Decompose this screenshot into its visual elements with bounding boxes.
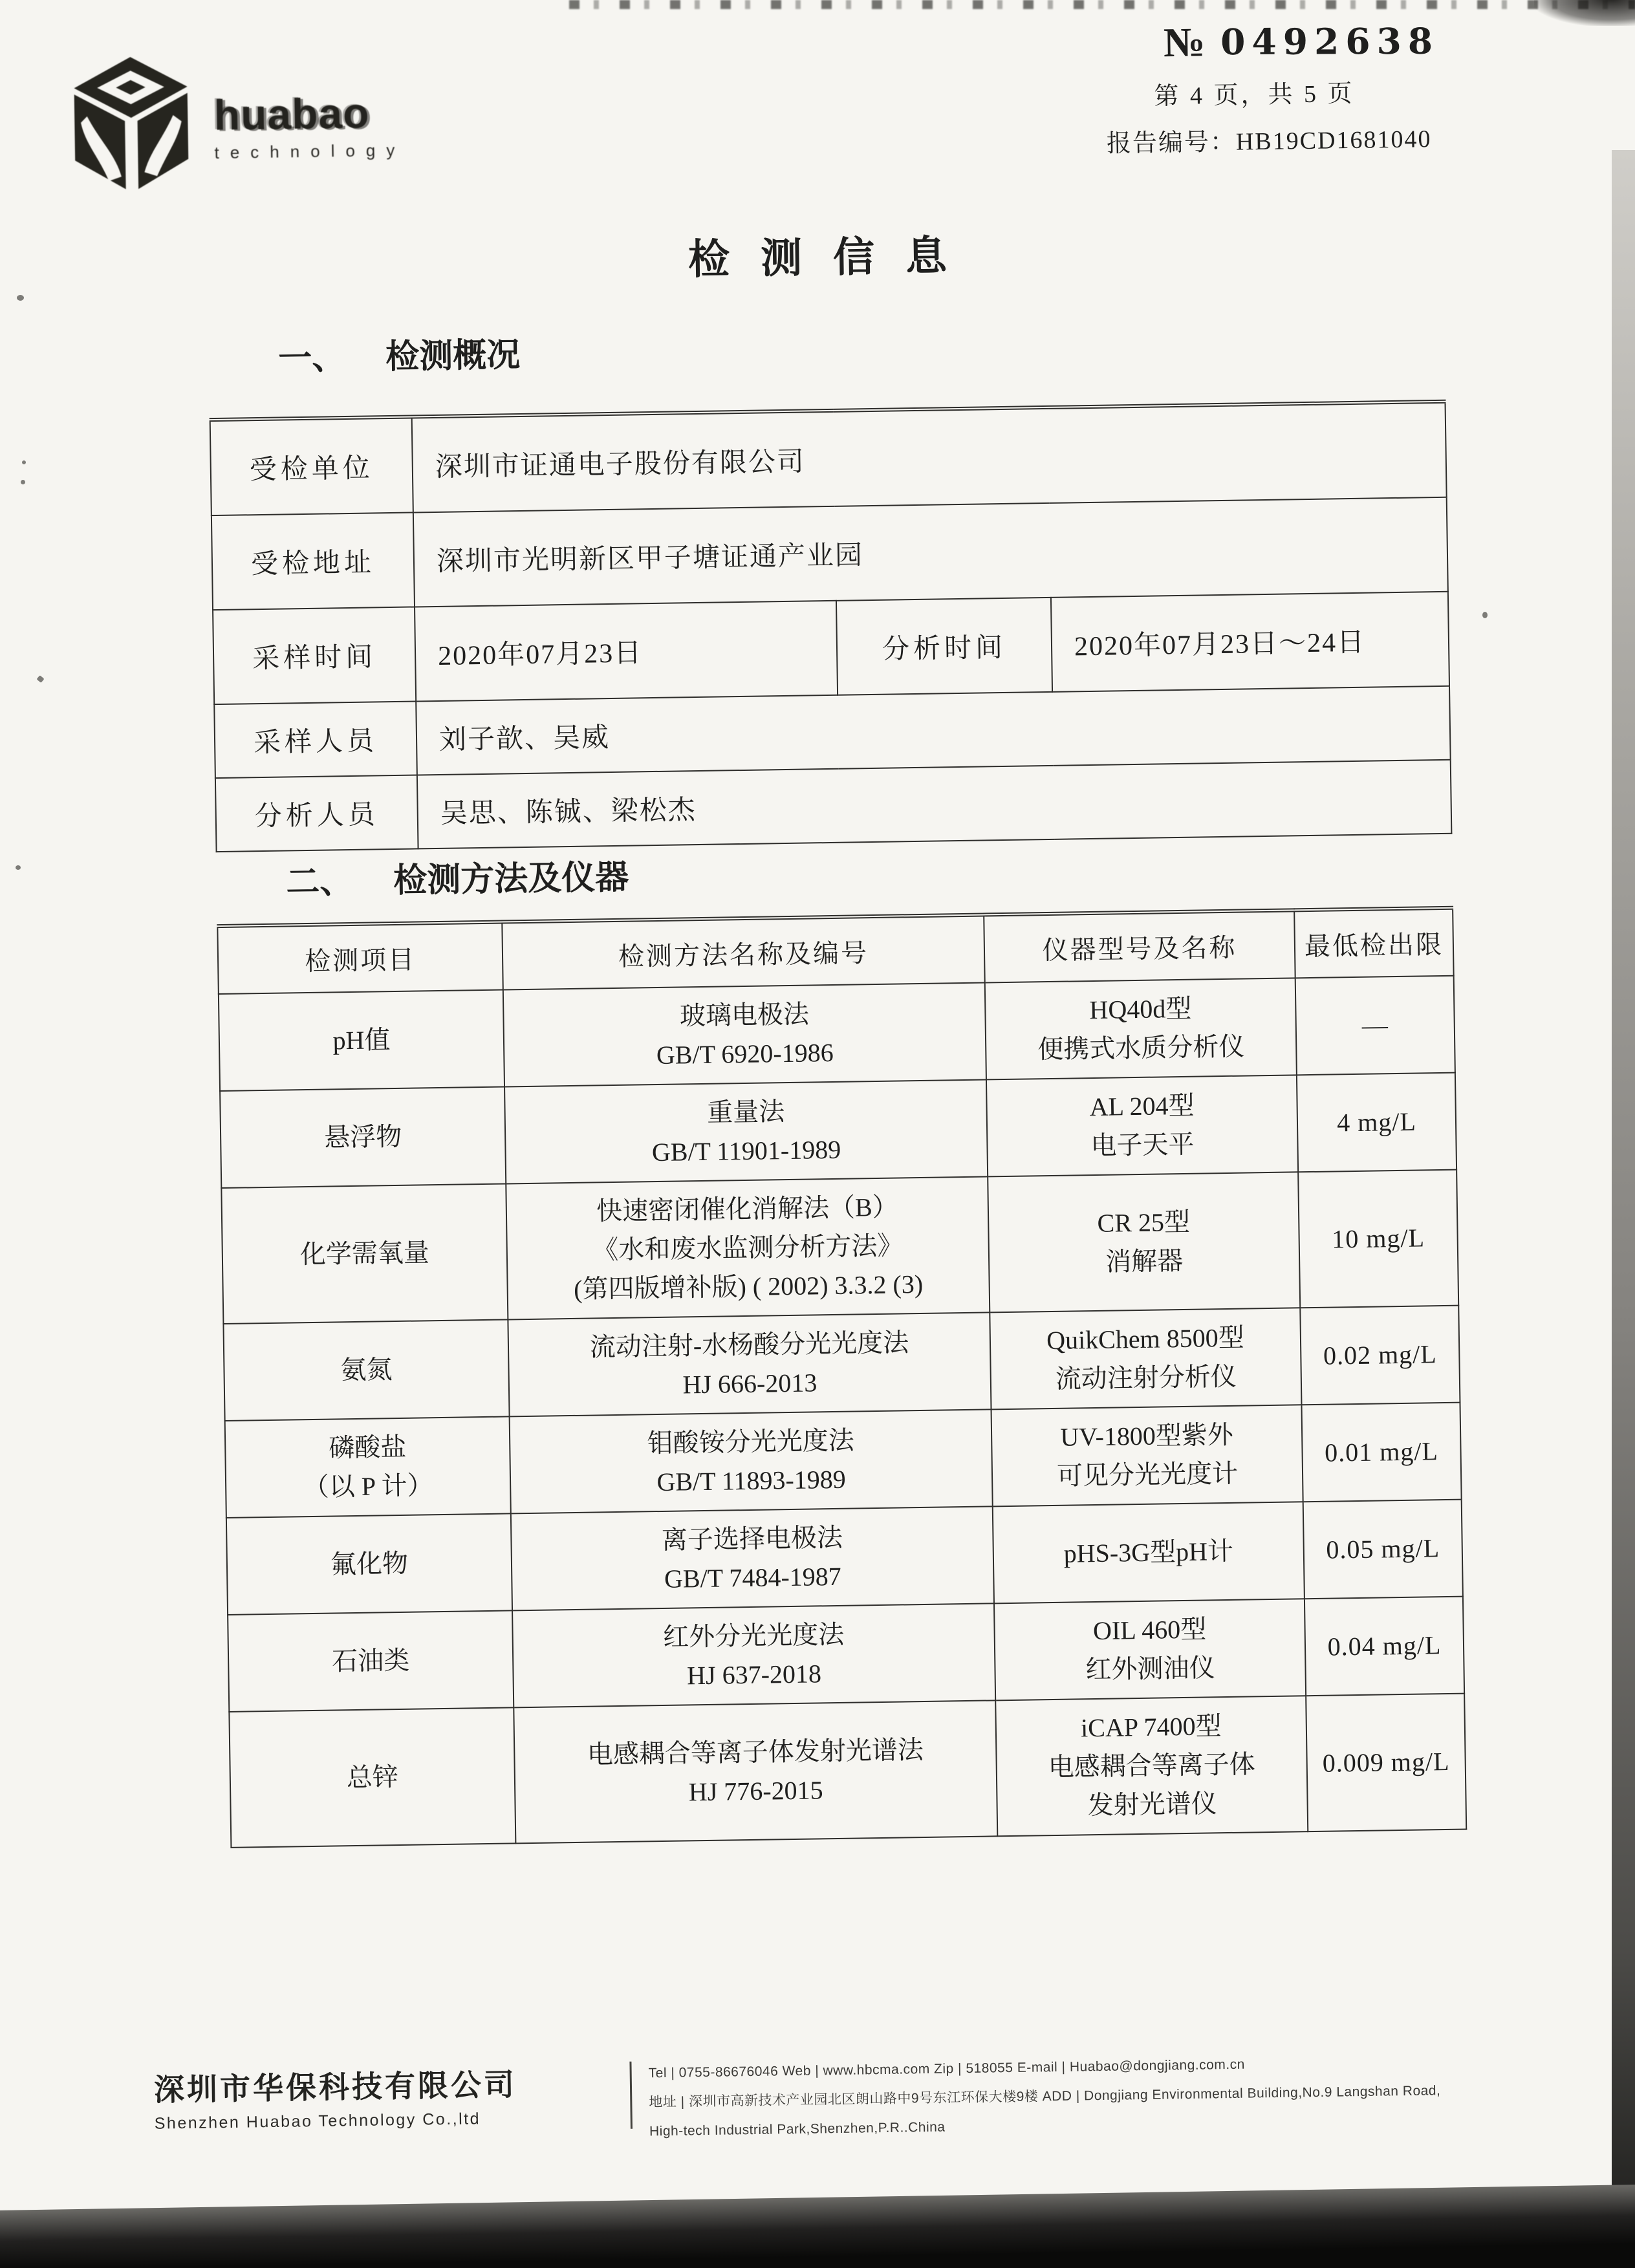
cell-instrument: QuikChem 8500型 流动注射分析仪 [990, 1308, 1301, 1409]
cell-limit: 0.009 mg/L [1306, 1694, 1466, 1832]
scan-edge-strip-right [1612, 150, 1635, 2268]
cell-instrument: AL 204型 电子天平 [986, 1075, 1298, 1176]
section1-index: 一、 [277, 340, 346, 378]
cell-item: 磷酸盐 （以 P 计） [225, 1416, 511, 1518]
table-row [213, 592, 1449, 704]
cell-item: 氟化物 [226, 1513, 512, 1615]
cell-instrument: CR 25型 消解器 [988, 1172, 1300, 1312]
cell-limit: 10 mg/L [1298, 1170, 1458, 1308]
logo-brand: huabao [213, 89, 370, 139]
report-number: 报告编号：HB19CD1681040 [1106, 125, 1432, 158]
cell-method: 流动注射-水杨酸分光光度法 HJ 666-2013 [508, 1312, 991, 1416]
cell-item: pH值 [219, 990, 504, 1092]
cell-instrument: UV-1800型紫外 可见分光光度计 [991, 1405, 1303, 1506]
cell-item: 石油类 [228, 1610, 514, 1712]
section1-title: 检测概况 [385, 337, 521, 376]
cell-method: 电感耦合等离子体发射光谱法 HJ 776-2015 [514, 1700, 997, 1843]
field-value: 2020年07月23日 [415, 601, 838, 702]
section2-title: 检测方法及仪器 [393, 859, 629, 900]
field-value: 吴思、陈铖、梁松杰 [417, 760, 1452, 849]
cell-instrument: pHS-3G型pH计 [993, 1502, 1305, 1603]
field-label: 受检地址 [211, 512, 415, 610]
cell-item: 总锌 [229, 1707, 515, 1848]
page-footer [153, 2047, 1441, 2154]
page-indicator: 第 4 页，共 5 页 [1154, 80, 1355, 111]
company-logo [67, 51, 406, 195]
table-row [221, 1170, 1458, 1324]
table-row [223, 1306, 1460, 1421]
field-value: 2020年07月23日～24日 [1051, 592, 1449, 692]
scan-smudge-top-right [1534, 0, 1635, 26]
table-row [229, 1694, 1466, 1848]
cell-limit: 0.01 mg/L [1301, 1403, 1461, 1502]
methods-table [217, 906, 1467, 1848]
table-row [226, 1500, 1463, 1615]
table-row [219, 976, 1455, 1091]
cube-logo-icon [67, 54, 195, 194]
cell-limit: — [1295, 976, 1455, 1075]
section2-index: 二、 [285, 863, 354, 902]
footer-company [153, 2059, 614, 2133]
footer-contact-info [648, 2047, 1441, 2146]
field-value: 深圳市光明新区甲子塘证通产业园 [413, 497, 1448, 607]
cell-item: 氨氮 [223, 1319, 509, 1421]
footer-divider [629, 2062, 633, 2129]
cell-limit: 4 mg/L [1297, 1073, 1456, 1172]
table-row [225, 1403, 1462, 1518]
cell-limit: 0.04 mg/L [1305, 1597, 1464, 1696]
table-row [211, 497, 1448, 610]
cell-method: 快速密闭催化消解法（B） 《水和废水监测分析方法》 (第四版增补版) ( 2002) 3.3.2 (3) [506, 1176, 990, 1319]
scan-speck [21, 480, 25, 484]
cell-instrument: iCAP 7400型 电感耦合等离子体 发射光谱仪 [995, 1696, 1308, 1836]
section1-heading [278, 327, 521, 380]
cell-item: 化学需氧量 [221, 1183, 508, 1324]
scan-speck [22, 460, 26, 464]
footer-company-cn: 深圳市华保科技有限公司 [153, 2067, 517, 2107]
table-row [228, 1597, 1464, 1712]
cell-instrument: OIL 460型 红外测油仪 [994, 1599, 1306, 1700]
footer-company-en: Shenzhen Huabao Technology Co.,ltd [154, 2110, 481, 2133]
logo-text [213, 91, 406, 163]
cell-method: 红外分光光度法 HJ 637-2018 [512, 1603, 995, 1707]
serial-stamp [1163, 15, 1439, 67]
footer-contact-line: High-tech Industrial Park,Shenzhen,P.R..China [649, 2119, 946, 2139]
column-header: 仪器型号及名称 [984, 910, 1295, 982]
numero-sign: № [1163, 19, 1206, 66]
cell-method: 钼酸铵分光光度法 GB/T 11893-1989 [510, 1409, 993, 1513]
footer-contact-line: Tel | 0755-86676046 Web | www.hbcma.com Zip | 518055 E-mail | Huabao@dongjiang.com.cn [648, 2057, 1245, 2081]
field-label: 分析时间 [836, 598, 1052, 695]
section2-heading [286, 850, 629, 903]
field-value: 刘子歆、吴威 [416, 686, 1451, 775]
scan-edge-noise-top [569, 0, 1635, 9]
table-row [210, 402, 1447, 515]
cell-instrument: HQ40d型 便携式水质分析仪 [985, 978, 1297, 1079]
cell-method: 重量法 GB/T 11901-1989 [504, 1079, 988, 1183]
field-value: 深圳市证通电子股份有限公司 [412, 402, 1447, 513]
logo-subtitle: technology [214, 140, 406, 162]
table-row [220, 1073, 1456, 1188]
column-header: 最低检出限 [1294, 908, 1454, 978]
scan-speck [16, 865, 21, 870]
field-label: 采样人员 [214, 701, 417, 778]
cell-limit: 0.02 mg/L [1300, 1306, 1460, 1405]
cell-method: 玻璃电极法 GB/T 6920-1986 [503, 982, 986, 1086]
field-label: 采样时间 [213, 607, 416, 704]
column-header: 检测项目 [217, 922, 503, 995]
page-title: 检测信息 [688, 232, 979, 283]
scan-speck [1482, 612, 1488, 618]
cell-method: 离子选择电极法 GB/T 7484-1987 [511, 1506, 994, 1610]
field-label: 分析人员 [215, 775, 418, 852]
overview-table [210, 400, 1453, 852]
cell-limit: 0.05 mg/L [1303, 1500, 1463, 1599]
field-label: 受检单位 [210, 417, 413, 516]
serial-number: 0492638 [1220, 19, 1440, 63]
column-header: 检测方法名称及编号 [502, 914, 984, 989]
footer-contact-line: 地址 | 深圳市高新技术产业园北区朗山路中9号东江环保大楼9楼 ADD | Dongjiang Environmental Building,No.9 Langshan Road, [649, 2083, 1441, 2110]
scan-speck [17, 295, 24, 301]
cell-item: 悬浮物 [220, 1087, 506, 1189]
